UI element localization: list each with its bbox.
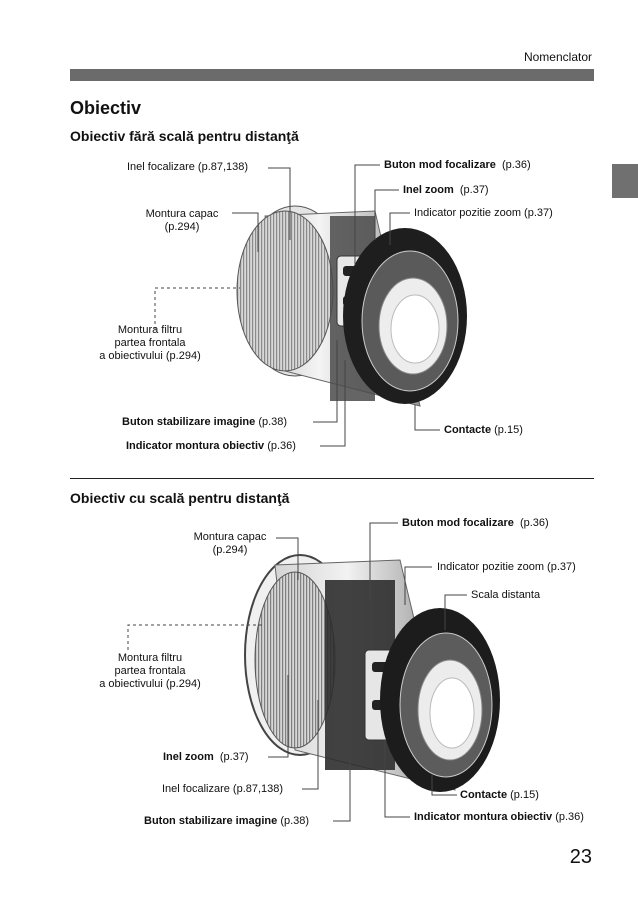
lens2-label-zoom-ring-ref: (p.37) — [219, 751, 249, 763]
lens2-label-contacts-name: Contacte — [460, 789, 508, 801]
lens1-label-filter-mount-line3: a obiectivului (p.294) — [99, 350, 201, 362]
lens2-label-zoom-ring-name: Inel zoom — [163, 751, 214, 763]
lens1-label-mount-index-name: Indicator montura obiectiv — [126, 440, 265, 452]
lens1-label-contacts-ref: (p.15) — [494, 424, 523, 436]
lens2-label-filter-mount-line3: a obiectivului (p.294) — [99, 678, 201, 690]
lens1-title: Obiectiv fără scală pentru distanţă — [70, 128, 299, 144]
section-title: Obiectiv — [70, 98, 142, 118]
lens2-label-focus-mode — [402, 517, 549, 530]
lens1-label-zoom-ring-ref: (p.37) — [459, 184, 489, 196]
lens1-label-zoom-position: Indicator pozitie zoom (p.37) — [414, 207, 553, 219]
lens2-label-focus-mode-ref: (p.36) — [519, 517, 549, 529]
lens1-label-contacts-name: Contacte — [444, 424, 492, 436]
lens2-label-mount-index-ref: (p.36) — [555, 811, 584, 823]
lens2-label-stabilizer-name: Buton stabilizare imagine — [144, 815, 278, 827]
lens1-label-focus-mode-ref: (p.36) — [501, 159, 531, 171]
lens2-label-focus-mode-name: Buton mod focalizare — [402, 517, 514, 529]
lens2-label-zoom-position: Indicator pozitie zoom (p.37) — [437, 561, 576, 573]
lens2-label-hood-mount-line1: Montura capac — [193, 531, 267, 543]
lens2-label-contacts-ref: (p.15) — [510, 789, 539, 801]
lens1-label-stabilizer-name: Buton stabilizare imagine — [122, 416, 256, 428]
lens2-label-filter-mount-line2: partea frontala — [114, 665, 186, 677]
lens1-label-hood-mount-line1: Montura capac — [145, 208, 219, 220]
lens1-label-filter-mount-line1: Montura filtru — [117, 324, 183, 336]
lens2-label-contacts — [460, 789, 539, 802]
lens2-label-zoom-ring — [163, 751, 249, 764]
lens2-label-distance-scale: Scala distanta — [471, 589, 541, 601]
lens1-label-mount-index-ref: (p.36) — [267, 440, 296, 452]
page-number: 23 — [569, 846, 592, 868]
lens2-label-hood-mount-line2: (p.294) — [212, 544, 248, 556]
lens2-label-mount-index-name: Indicator montura obiectiv — [414, 811, 553, 823]
header-section-label: Nomenclator — [523, 50, 592, 64]
lens2-label-stabilizer — [144, 815, 309, 828]
lens1-label-zoom-ring-name: Inel zoom — [403, 184, 454, 196]
lens1-label-filter-mount-line2: partea frontala — [114, 337, 186, 349]
lens1-label-focus-ring: Inel focalizare (p.87,138) — [127, 161, 249, 173]
lens2-label-hood-mount — [180, 531, 280, 557]
lens2-label-filter-mount — [86, 652, 214, 691]
lens2-label-filter-mount-line1: Montura filtru — [117, 652, 183, 664]
lens2-label-focus-ring: Inel focalizare (p.87,138) — [162, 783, 284, 795]
lens1-label-focus-mode-name: Buton mod focalizare — [384, 159, 496, 171]
lens2-label-stabilizer-ref: (p.38) — [280, 815, 310, 827]
lens1-label-stabilizer-ref: (p.38) — [258, 416, 288, 428]
lens2-title: Obiectiv cu scală pentru distanţă — [70, 490, 290, 506]
lens2-label-mount-index — [414, 811, 584, 824]
lens1-label-hood-mount-line2: (p.294) — [164, 221, 200, 233]
